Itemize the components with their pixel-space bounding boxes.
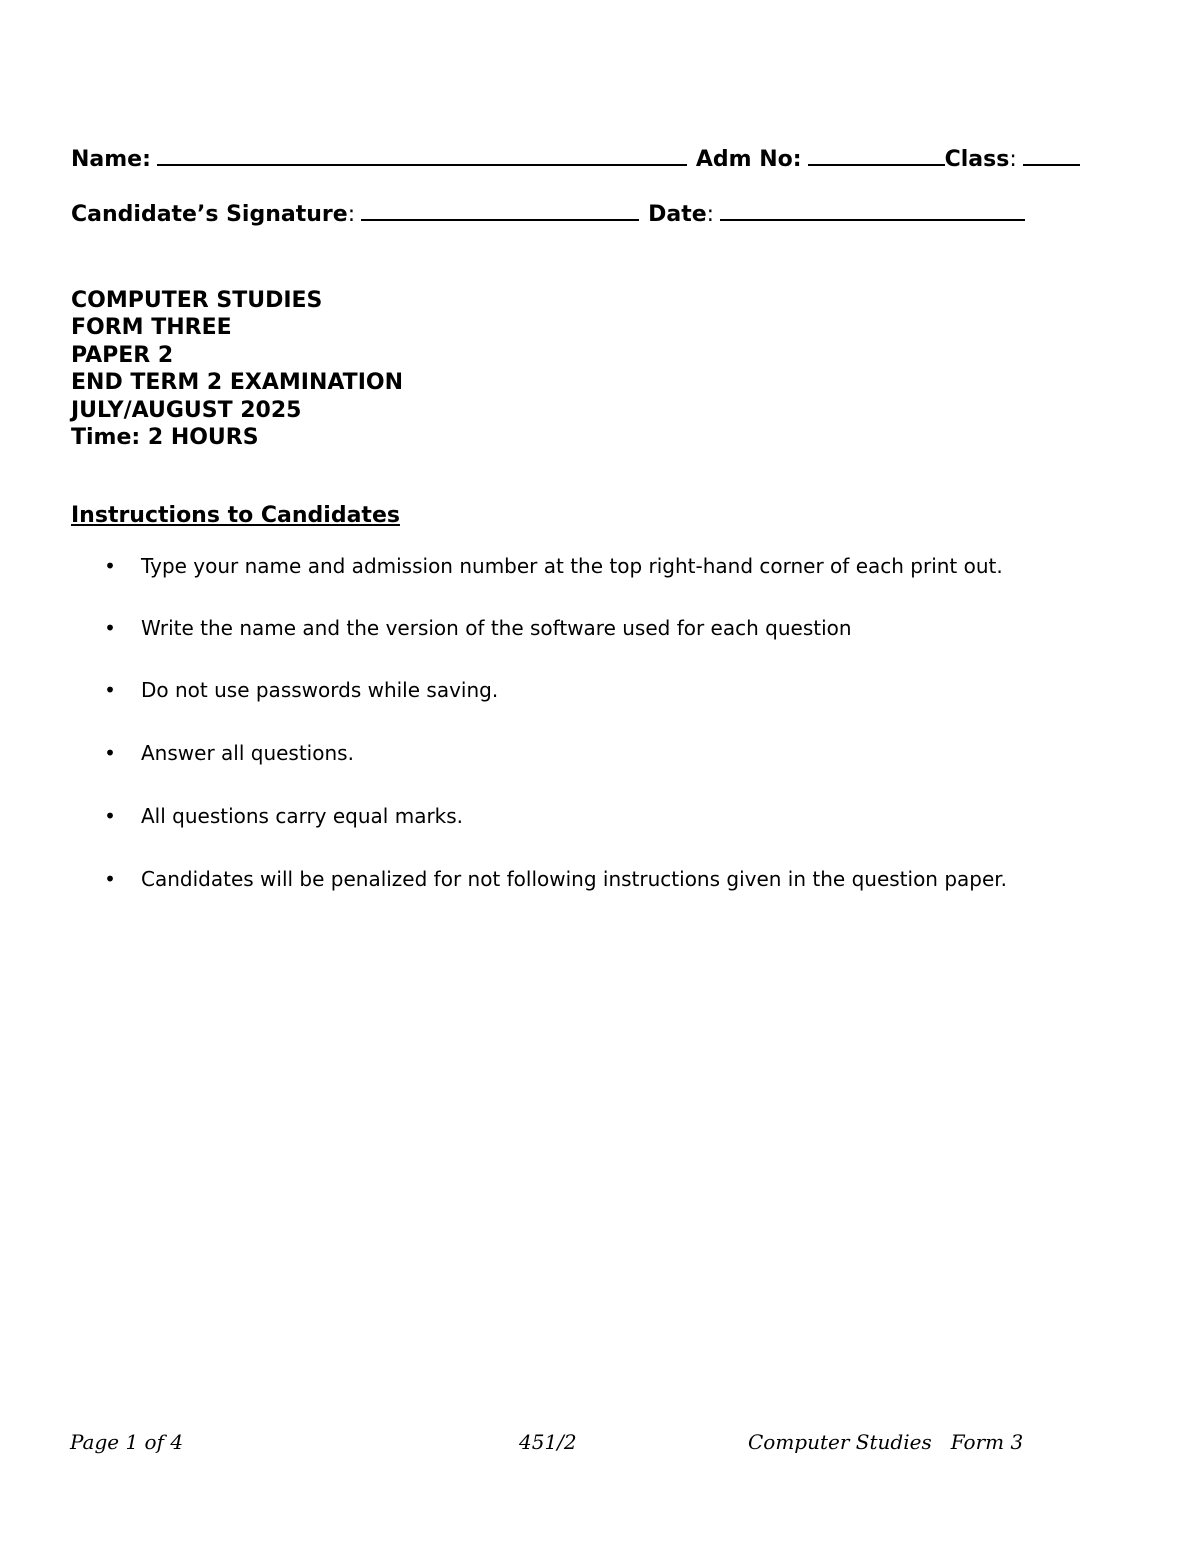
bullet-icon: • <box>104 554 116 578</box>
student-details-row <box>71 146 1080 172</box>
signature-blank[interactable] <box>361 201 639 221</box>
bullet-icon: • <box>104 616 116 640</box>
instruction-text: Do not use passwords while saving. <box>141 678 499 702</box>
instruction-text: Type your name and admission number at the top right-hand corner of each print out. <box>141 554 1003 578</box>
date-colon: : <box>706 202 715 227</box>
footer-paper-code: 451/2 <box>519 1430 577 1454</box>
instructions-heading: Instructions to Candidates <box>71 503 400 528</box>
instruction-text: Candidates will be penalized for not following instructions given in the question paper. <box>141 867 1008 891</box>
date-blank[interactable] <box>720 201 1025 221</box>
bullet-icon: • <box>104 678 116 702</box>
name-blank[interactable] <box>157 146 687 166</box>
date-label: Date <box>648 202 707 227</box>
footer-page-number: Page 1 of 4 <box>70 1430 184 1454</box>
adm-no-blank[interactable] <box>808 146 945 166</box>
footer-subject: Computer Studies Form 3 <box>748 1430 1024 1454</box>
signature-label: Candidate’s Signature <box>71 202 348 227</box>
class-label: Class <box>944 147 1010 172</box>
instruction-text: All questions carry equal marks. <box>141 804 464 828</box>
subject-title: COMPUTER STUDIES <box>71 288 323 313</box>
bullet-icon: • <box>104 867 116 891</box>
paper-title: PAPER 2 <box>71 342 174 368</box>
bullet-icon: • <box>104 804 116 828</box>
signature-colon: : <box>347 202 356 227</box>
name-label: Name: <box>71 147 151 172</box>
form-title: FORM THREE <box>71 315 232 341</box>
exam-title: END TERM 2 EXAMINATION <box>71 370 403 396</box>
signature-date-row <box>71 201 1025 227</box>
exam-title-block <box>71 287 403 451</box>
class-colon: : <box>1009 147 1017 172</box>
instruction-text: Write the name and the version of the software used for each question <box>141 616 852 640</box>
class-blank[interactable] <box>1023 146 1080 166</box>
bullet-icon: • <box>104 741 116 765</box>
instruction-text: Answer all questions. <box>141 741 354 765</box>
period-title: JULY/AUGUST 2025 <box>71 397 302 423</box>
time-title: Time: 2 HOURS <box>71 425 259 451</box>
adm-no-label: Adm No: <box>695 147 802 172</box>
